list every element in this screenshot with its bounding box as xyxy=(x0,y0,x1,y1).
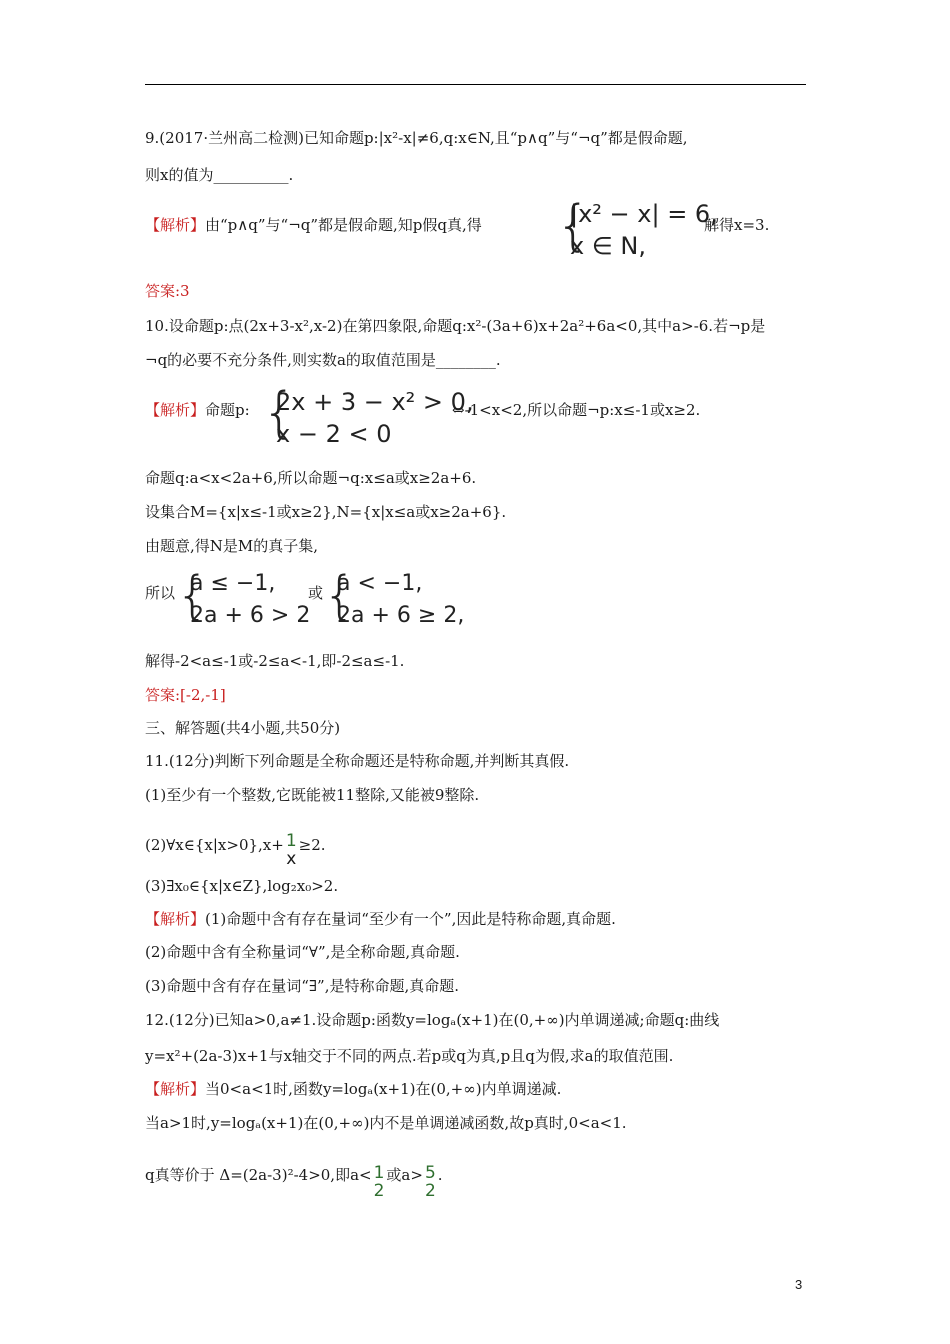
q9-line1: 9.(2017·兰州高二检测)已知命题p:|x²-x|≠6,q:x∈N,且“p∧q”与“¬q”都是假命题, xyxy=(145,129,688,147)
q9-result: 解得x=3. xyxy=(704,216,770,234)
q10-line1: 10.设命题p:点(2x+3-x²,x-2)在第四象限,命题q:x²-(3a+6)x+2a²+6a<0,其中a>-6.若¬p是 xyxy=(145,317,766,335)
q12-analysis-2: 当a>1时,y=logₐ(x+1)在(0,+∞)内不是单调递减函数,故p真时,0<a<1. xyxy=(145,1114,627,1132)
q11-item1: (1)至少有一个整数,它既能被11整除,又能被9整除. xyxy=(145,786,480,804)
q10-or: 或 xyxy=(308,584,324,602)
q10-line2: ¬q的必要不充分条件,则实数a的取值范围是________. xyxy=(145,351,501,369)
q12-analysis-1: 【解析】当0<a<1时,函数y=logₐ(x+1)在(0,+∞)内单调递减. xyxy=(145,1080,562,1098)
analysis-label: 【解析】 xyxy=(145,1080,206,1098)
q11-analysis-2: (2)命题中含有全称量词“∀”,是全称命题,真命题. xyxy=(145,943,460,961)
brace-icon: { xyxy=(262,381,297,444)
brace-icon: { xyxy=(323,566,357,626)
q10-so: 所以 xyxy=(145,584,176,602)
q10-analysis: 【解析】命题p: xyxy=(145,401,250,419)
q10-l6: 解得-2<a≤-1或-2≤a<-1,即-2≤a≤-1. xyxy=(145,652,405,670)
q10-l4: 设集合M={x|x≤-1或x≥2},N={x|x≤a或x≥2a+6}. xyxy=(145,503,507,521)
header-rule xyxy=(145,84,806,85)
page-number: 3 xyxy=(795,1277,803,1292)
section-heading: 三、解答题(共4小题,共50分) xyxy=(145,719,341,737)
analysis-label: 【解析】 xyxy=(145,216,206,234)
q9-analysis: 【解析】由“p∧q”与“¬q”都是假命题,知p假q真,得 xyxy=(145,216,482,234)
q12-line2: y=x²+(2a-3)x+1与x轴交于不同的两点.若p或q为真,p且q为假,求a的取值范围. xyxy=(145,1047,674,1065)
q11-analysis-3: (3)命题中含有存在量词“∃”,是特称命题,真命题. xyxy=(145,977,460,995)
brace-icon: { xyxy=(556,194,591,257)
q10-answer: 答案:[-2,-1] xyxy=(145,686,226,704)
brace-icon: { xyxy=(176,566,210,626)
q12-line1: 12.(12分)已知a>0,a≠1.设命题p:函数y=logₐ(x+1)在(0,+∞)内单调递减;命题q:曲线 xyxy=(145,1011,720,1029)
q9-line2: 则x的值为__________. xyxy=(145,166,294,184)
q11-item2: (2)∀x∈{x|x>0},x+ 1 x ≥2. xyxy=(145,831,326,869)
q11-line1: 11.(12分)判断下列命题是全称命题还是特称命题,并判断其真假. xyxy=(145,752,570,770)
analysis-label: 【解析】 xyxy=(145,401,206,419)
q10-equiv: ⇔-1<x<2,所以命题¬p:x≤-1或x≥2. xyxy=(452,401,701,419)
fraction: 1 x xyxy=(285,831,297,869)
q12-analysis-3: q真等价于 Δ=(2a-3)²-4>0,即a< 1 2 或a> 5 2 . xyxy=(145,1163,443,1201)
q10-l3: 命题q:a<x<2a+6,所以命题¬q:x≤a或x≥2a+6. xyxy=(145,469,477,487)
q11-analysis-1: 【解析】(1)命题中含有存在量词“至少有一个”,因此是特称命题,真命题. xyxy=(145,910,616,928)
q10-l5: 由题意,得N是M的真子集, xyxy=(145,537,319,555)
q11-item3: (3)∃x₀∈{x|x∈Z},log₂x₀>2. xyxy=(145,877,339,895)
fraction: 1 2 xyxy=(373,1163,385,1201)
analysis-label: 【解析】 xyxy=(145,910,206,928)
q9-answer: 答案:3 xyxy=(145,282,190,300)
fraction: 5 2 xyxy=(424,1163,436,1201)
